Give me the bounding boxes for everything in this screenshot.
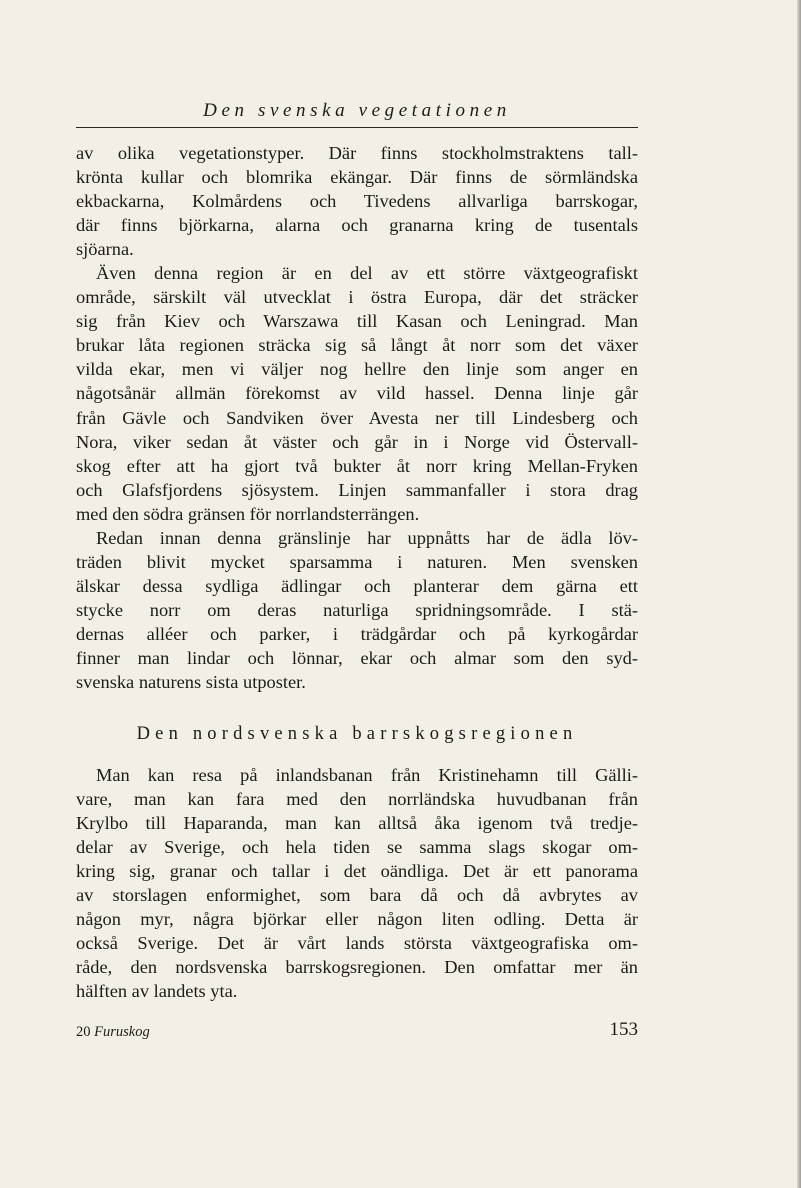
- text-line: sjöarna.: [76, 239, 134, 260]
- text-line: av olika vegetationstyper. Där finns stockholmstraktens tall-: [76, 143, 638, 163]
- text-line: ekbackarna, Kolmårdens och Tivedens allvarliga barrskogar,: [76, 191, 638, 212]
- signature-number: 20: [76, 1024, 91, 1040]
- header-rule: [76, 127, 638, 128]
- text-line: träden blivit mycket sparsamma i naturen. Men svensken: [76, 551, 638, 572]
- text-line: Nora, viker sedan åt väster och går in i Norge vid Östervall-: [76, 431, 638, 452]
- text-line: delar av Sverige, och hela tiden se samma slags skogar om-: [76, 837, 638, 858]
- text-line: skog efter att ha gjort två bukter åt norr kring Mellan-Fryken: [76, 455, 638, 476]
- text-line: råde, den nordsvenska barrskogsregionen. Den omfattar mer än: [76, 957, 638, 978]
- text-line: av storslagen enformighet, som bara då och då avbrytes av: [76, 885, 638, 906]
- text-line: sig från Kiev och Warszawa till Kasan och Leningrad. Man: [76, 311, 638, 332]
- text-line: från Gävle och Sandviken över Avesta ner till Lindesberg och: [76, 407, 638, 428]
- paragraph-start-line: Redan innan denna gränslinje har uppnåtts har de ädla löv-: [96, 527, 638, 548]
- signature-text: Furuskog: [94, 1024, 150, 1040]
- page-footer: [76, 1015, 638, 1041]
- text-line: någotsånär allmän förekomst av vild hassel. Denna linje går: [76, 383, 638, 404]
- text-line: och Glafsfjordens sjösystem. Linjen sammanfaller i stora drag: [76, 479, 638, 500]
- text-line: också Sverige. Det är vårt lands största växtgeografiska om-: [76, 933, 638, 954]
- text-line: med den södra gränsen för norrlandsterrängen.: [76, 503, 420, 524]
- text-line: Krylbo till Haparanda, man kan alltså åka igenom två tredje-: [76, 813, 638, 834]
- running-head: Den svenska vegetationen: [203, 100, 511, 121]
- text-line: dernas alléer och parker, i trädgårdar och på kyrkogårdar: [76, 623, 638, 644]
- page-number: 153: [609, 1019, 638, 1040]
- paragraph-start-line: Man kan resa på inlandsbanan från Kristinehamn till Gälli-: [96, 765, 638, 785]
- text-line: stycke norr om deras naturliga spridningsområde. I stä-: [76, 599, 638, 620]
- text-line: älskar dessa sydliga ädlingar och planterar dem gärna ett: [76, 575, 638, 596]
- text-line: hälften av landets yta.: [76, 981, 238, 1002]
- text-line: område, särskilt väl utvecklat i östra Europa, där det sträcker: [76, 287, 638, 308]
- text-line: vilda ekar, men vi väljer nog hellre den linje som anger en: [76, 359, 638, 380]
- text-line: där finns björkarna, alarna och granarna kring de tusentals: [76, 215, 638, 236]
- text-line: finner man lindar och lönnar, ekar och almar som den syd-: [76, 647, 638, 668]
- page-edge-shadow: [797, 0, 801, 1188]
- section-heading: Den nordsvenska barrskogsregionen: [136, 724, 578, 744]
- paragraph-start-line: Även denna region är en del av ett större växtgeografiskt: [96, 263, 638, 284]
- body-text-section-2: [76, 763, 638, 1003]
- text-line: kring sig, granar och tallar i det oändliga. Det är ett panorama: [76, 861, 638, 882]
- body-text-section-1: [76, 141, 638, 694]
- text-line: någon myr, några björkar eller någon liten odling. Detta är: [76, 909, 638, 930]
- signature-mark: [76, 1024, 150, 1041]
- text-line: vare, man kan fara med den norrländska huvudbanan från: [76, 789, 638, 810]
- text-line: svenska naturens sista utposter.: [76, 672, 306, 693]
- text-line: brukar låta regionen sträcka sig så långt åt norr som det växer: [76, 335, 638, 356]
- text-line: krönta kullar och blomrika ekängar. Där finns de sörmländska: [76, 167, 638, 188]
